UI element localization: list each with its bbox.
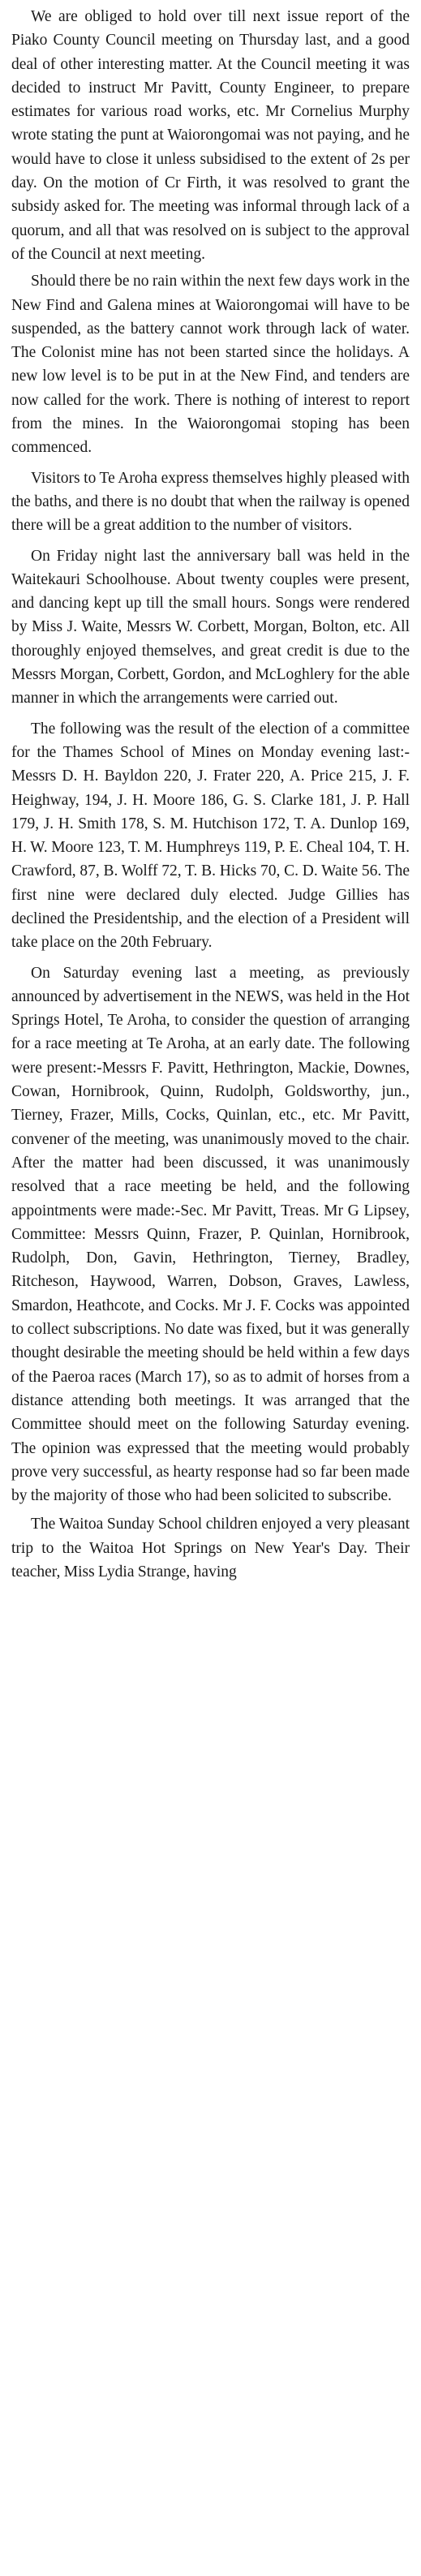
paragraph-te-aroha-visitors: Visitors to Te Aroha express themselves highly pleased with the baths, and there is no doubt that when the railway is opened there will be a great addition to the number of visitors.: [11, 469, 410, 535]
paragraph-waitekauri-ball: On Friday night last the anniversary ball was held in the Waitekauri Schoolhouse. About twenty couples were present, and dancing kept up till the small hours. Songs were rendered by Miss J. Waite, Messrs W. Corbett, Morgan, Bolton, etc. All thoroughly enjoyed themselves, and great credit is due to the Messrs Morgan, Corbett, Gordon, and McLoghlery for the able manner in which the arrangements were carried out.: [11, 547, 410, 707]
paragraph-race-meeting: On Saturday evening last a meeting, as previously announced by advertisement in the NEWS, was held in the Hot Springs Hotel, Te Aroha, to consider the question of arranging for a race meeting at Te Aroha, at an early date. The following were present:-Messrs F. Pavitt, Hethrington, Mackie, Downes, Cowan, Hornibrook, Quinn, Rudolph, Goldsworthy, jun., Tierney, Frazer, Mills, Cocks, Quinlan, etc., etc. Mr Pavitt, convener of the meeting, was unanimously moved to the chair. After the matter had been discussed, it was unanimously resolved that a race meeting be held, and the following appointments were made:-Sec. Mr Pavitt, Treas. Mr G Lipsey, Committee: Messrs Quinn, Frazer, P. Quinlan, Hornibrook, Rudolph, Don, Gavin, Hethrington, Tierney, Bradley, Ritcheson, Haywood, Warren, Dobson, Graves, Lawless, Smardon, Heathcote, and Cocks. Mr J. F. Cocks was appointed to collect subscriptions. No date was fixed, but it was generally thought desirable the meeting should be held within a few days of the Paeroa races (March 17), so as to admit of horses from a distance attending both meetings. It was arranged that the Committee should meet on the following Saturday evening. The opinion was expressed that the meeting would probably prove very successful, as hearty response had so far been made by the majority of those who had been solicited to subscribe.: [11, 964, 410, 1505]
paragraph-mines-water: Should there be no rain within the next few days work in the New Find and Galena mines at Waiorongomai will have to be suspended, as the battery cannot work through lack of water. The Colonist mine has not been started since the holidays. A new low level is to be put in at the New Find, and tenders are now called for the work. There is nothing of interest to report from the mines. In the Waiorongomai stoping has been commenced.: [11, 273, 410, 457]
paragraph-piako-council: We are obliged to hold over till next issue report of the Piako County Council meeting on Thursday last, and a good deal of other interesting matter. At the Council meeting it was decided to instruct Mr Pavitt, County Engineer, to prepare estimates for various road works, etc. Mr Cornelius Murphy wrote stating the punt at Waiorongomai was not paying, and he would have to close it unless subsidised to the extent of 2s per day. On the motion of Cr Firth, it was resolved to grant the subsidy asked for. The meeting was informal through lack of a quorum, and all that was resolved on is subject to the approval of the Council at next meeting.: [11, 8, 410, 263]
paragraph-school-of-mines-election: The following was the result of the election of a committee for the Thames School of Mines on Monday evening last:- Messrs D. H. Bayldon 220, J. Frater 220, A. Price 215, J. F. Heighway, 194, J. H. Moore 186, G. S. Clarke 181, J. P. Hall 179, J. H. Smith 178, S. M. Hutchison 172, T. A. Dunlop 169, H. W. Moore 123, T. M. Humphreys 119, P. E. Cheal 104, T. H. Crawford, 87, B. Wolff 72, T. B. Hicks 70, C. D. Waite 56. The first nine were declared duly elected. Judge Gillies has declined the Presidentship, and the election of a President will take place on the 20th February.: [11, 720, 410, 952]
paragraph-waitoa-sunday-school: The Waitoa Sunday School children enjoyed a very pleasant trip to the Waitoa Hot Springs on New Year's Day. Their teacher, Miss Lydia Strange, having: [11, 1516, 410, 1580]
